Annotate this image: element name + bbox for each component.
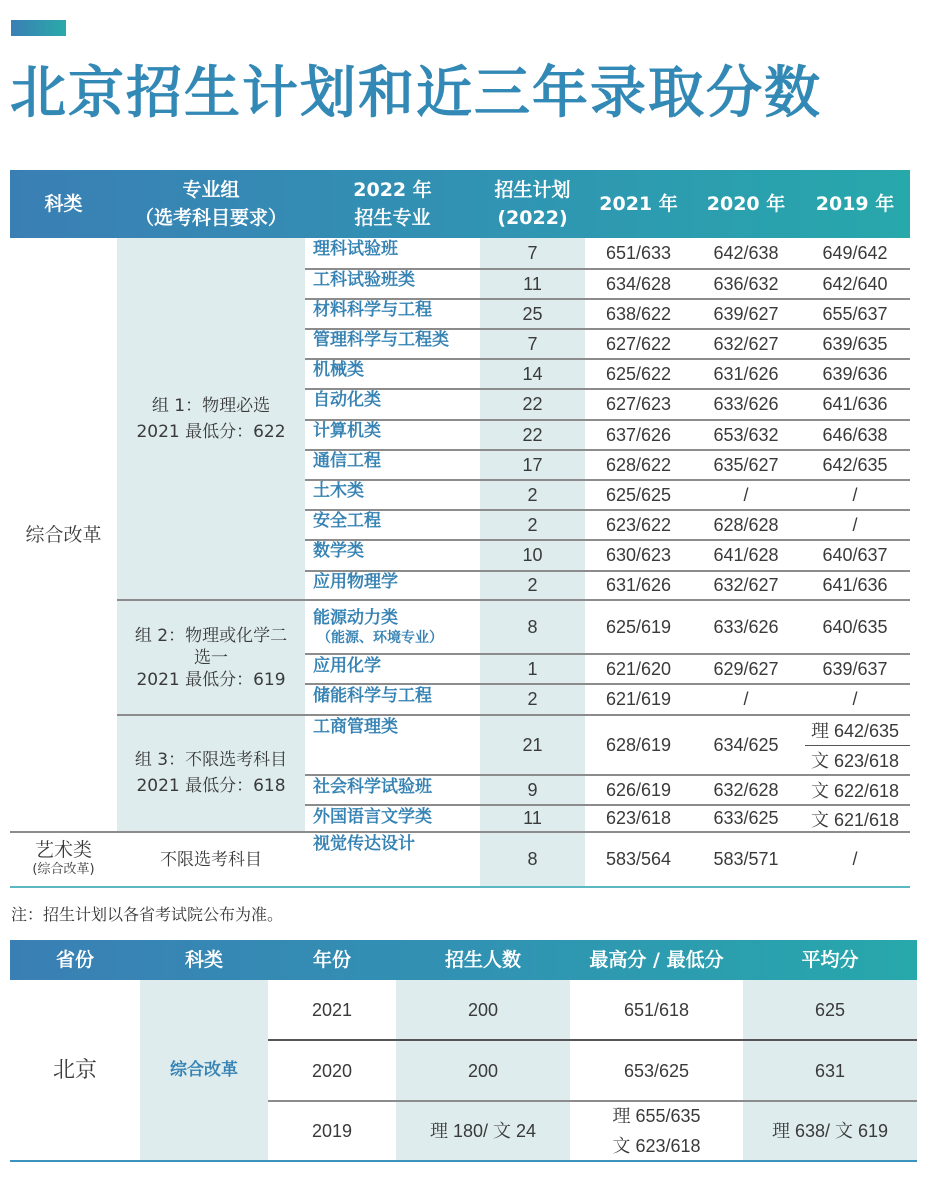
plan-count: 8 xyxy=(527,616,538,637)
score-2021: 621/619 xyxy=(605,689,672,709)
score-2021: 623/618 xyxy=(605,808,672,828)
major-name: 计算机类 xyxy=(313,421,381,441)
category-art: 艺术类 (综合改革) xyxy=(32,838,95,877)
major-name: 管理科学与工程类 xyxy=(313,330,449,350)
plan-count: 2 xyxy=(527,484,538,505)
major-name: 储能科学与工程 xyxy=(313,686,432,706)
header-score: 最高分 / 最低分 xyxy=(589,949,724,971)
plan-count: 11 xyxy=(523,273,542,294)
score-2019: 641/636 xyxy=(822,575,888,595)
page-title: 北京招生计划和近三年录取分数 xyxy=(10,61,822,126)
score-2020: 635/627 xyxy=(713,454,779,475)
header-major: 2022 年 招生专业 xyxy=(353,179,432,229)
major-name: 工商管理类 xyxy=(313,717,398,737)
group-art: 不限选考科目 xyxy=(160,849,262,870)
score-2020: 632/627 xyxy=(713,575,779,595)
score-2019: / xyxy=(852,849,858,869)
header-2019: 2019 年 xyxy=(815,193,895,215)
header-average: 平均分 xyxy=(801,949,859,971)
header-2021: 2021 年 xyxy=(599,193,678,215)
score-2019: 640/635 xyxy=(822,616,888,637)
group-3: 组 3：不限选考科目 2021 最低分：618 xyxy=(134,750,288,796)
score-2020: 628/628 xyxy=(713,514,779,535)
plan-count: 22 xyxy=(522,393,543,414)
footnote: 注：招生计划以各省考试院公布为准。 xyxy=(11,905,284,924)
divider xyxy=(10,831,305,833)
score-2021: 637/626 xyxy=(605,424,672,445)
year: 2019 xyxy=(311,1121,353,1141)
score-2020: 636/632 xyxy=(713,273,779,294)
major-name: 材料科学与工程 xyxy=(313,300,432,320)
plan-count: 10 xyxy=(522,544,543,565)
count: 理 180/ 文 24 xyxy=(429,1121,537,1141)
score: 653/625 xyxy=(623,1060,690,1081)
score-2019: 640/637 xyxy=(822,544,888,565)
category-comprehensive: 综合改革 xyxy=(25,523,102,546)
category: 综合改革 xyxy=(170,1060,238,1080)
table-bottom-border xyxy=(10,1160,917,1162)
score-2021: 631/626 xyxy=(605,575,672,595)
score-2019: 642/640 xyxy=(822,273,888,294)
score-2021: 623/622 xyxy=(605,514,672,535)
score-2019: / xyxy=(852,689,858,709)
score-2020: 641/628 xyxy=(713,544,779,565)
major-name: 视觉传达设计 xyxy=(313,834,415,854)
year: 2021 xyxy=(311,1000,353,1020)
score-2020: 633/626 xyxy=(713,393,779,414)
province: 北京 xyxy=(52,1057,97,1082)
score-2019: 649/642 xyxy=(822,242,888,263)
score-2020: 633/626 xyxy=(713,616,779,637)
score-2021: 583/564 xyxy=(605,849,672,869)
score-2021: 627/623 xyxy=(605,393,672,414)
score-2019: 641/636 xyxy=(822,393,888,414)
score-2021: 626/619 xyxy=(605,779,672,800)
group-2: 组 2：物理或化学二 选一 2021 最低分：619 xyxy=(134,625,288,690)
score-2019: 642/635 xyxy=(822,454,888,475)
major-name: 应用物理学 xyxy=(313,572,398,592)
score-2019: 文 622/618 xyxy=(810,781,900,801)
score-2019: 655/637 xyxy=(822,303,888,324)
divider xyxy=(117,714,305,716)
plan-count: 9 xyxy=(527,779,538,800)
score-2020: 639/627 xyxy=(713,303,779,324)
count: 200 xyxy=(467,1000,499,1020)
major-name: 应用化学 xyxy=(313,656,381,676)
year: 2020 xyxy=(311,1060,353,1081)
header-plan: 招生计划 (2022) xyxy=(494,179,571,229)
table-bottom-border xyxy=(10,886,910,888)
average: 理 638/ 文 619 xyxy=(771,1121,889,1141)
table-header xyxy=(10,170,910,238)
score-2020: 653/632 xyxy=(713,424,779,445)
score-2019: 639/637 xyxy=(822,658,888,679)
header-category: 科类 xyxy=(184,949,223,971)
plan-count: 25 xyxy=(522,303,543,324)
score-2019: / xyxy=(852,514,858,535)
score-2019-arts: 文 623/618 xyxy=(810,751,900,771)
plan-count: 2 xyxy=(527,514,538,535)
score-2020: 629/627 xyxy=(713,658,779,679)
plan-count: 2 xyxy=(527,689,538,709)
plan-count: 11 xyxy=(523,808,542,828)
header-year: 年份 xyxy=(312,949,351,971)
average: 631 xyxy=(814,1060,846,1081)
plan-count: 21 xyxy=(522,734,543,755)
score-2020: / xyxy=(743,689,749,709)
header-2020: 2020 年 xyxy=(706,193,786,215)
major-name: 工科试验班类 xyxy=(313,270,415,290)
major-name: 社会科学试验班 xyxy=(313,777,432,797)
score-2021: 634/628 xyxy=(605,273,672,294)
score-2021: 628/622 xyxy=(605,454,672,475)
divider xyxy=(117,599,305,601)
score-2021: 627/622 xyxy=(605,333,672,354)
plan-count: 17 xyxy=(522,454,543,475)
score-2020: 583/571 xyxy=(713,849,779,869)
table-header xyxy=(10,940,917,980)
score-2020: 631/626 xyxy=(713,363,779,384)
major-name: 自动化类 xyxy=(313,390,381,410)
plan-count: 2 xyxy=(527,575,538,595)
header-province: 省份 xyxy=(55,949,94,971)
major-name: 通信工程 xyxy=(313,451,381,471)
major-name: 外国语言文学类 xyxy=(313,807,432,827)
major-name: 安全工程 xyxy=(313,511,381,531)
score-2019: 文 621/618 xyxy=(810,809,900,830)
score-2020: 634/625 xyxy=(713,734,779,755)
header-group: 专业组 （选考科目要求） xyxy=(134,179,287,229)
average: 625 xyxy=(814,1000,846,1020)
score-2019-science: 理 642/635 xyxy=(810,721,900,741)
major-name: 能源动力类 （能源、环境专业） xyxy=(313,608,443,646)
score-2019: / xyxy=(852,484,858,505)
score: 651/618 xyxy=(623,1000,690,1020)
score-2020: 632/628 xyxy=(713,779,779,800)
score-2021: 625/622 xyxy=(605,363,672,384)
major-name: 数学类 xyxy=(313,541,364,561)
score-2021: 630/623 xyxy=(605,544,672,565)
score-2020: 633/625 xyxy=(713,808,779,828)
header-category: 科类 xyxy=(44,193,83,215)
score-2021: 625/619 xyxy=(605,616,672,637)
plan-count: 7 xyxy=(527,333,538,354)
major-name: 理科试验班 xyxy=(313,239,398,259)
score-2019: 639/636 xyxy=(822,363,888,384)
plan-count: 14 xyxy=(522,363,543,384)
score-2021: 628/619 xyxy=(605,734,672,755)
header-count: 招生人数 xyxy=(444,949,521,971)
plan-count: 1 xyxy=(527,658,538,679)
major-name: 土木类 xyxy=(313,481,364,501)
count: 200 xyxy=(467,1060,499,1081)
score-2021: 621/620 xyxy=(605,658,672,679)
score-2020: 642/638 xyxy=(713,242,779,263)
score-2021: 638/622 xyxy=(605,303,672,324)
score-2020: 632/627 xyxy=(713,333,779,354)
group-1: 组 1：物理必选 2021 最低分：622 xyxy=(136,396,286,442)
plan-count: 22 xyxy=(522,424,543,445)
plan-count: 8 xyxy=(527,849,538,869)
score-2020: / xyxy=(743,484,749,505)
accent-bar xyxy=(11,20,66,36)
major-name: 机械类 xyxy=(313,360,364,380)
score-2021: 625/625 xyxy=(605,484,672,505)
score-2019: 639/635 xyxy=(822,333,888,354)
score: 理 655/635 文 623/618 xyxy=(612,1106,701,1156)
score-2021: 651/633 xyxy=(605,242,672,263)
plan-count: 7 xyxy=(527,242,538,263)
score-2019: 646/638 xyxy=(822,424,888,445)
